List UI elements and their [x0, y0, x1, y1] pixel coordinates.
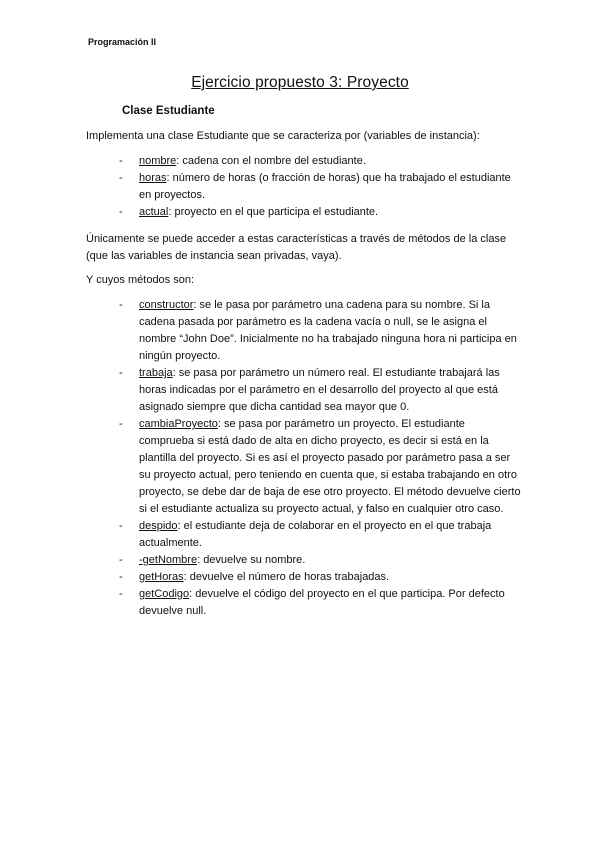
method-term: trabaja [139, 367, 173, 379]
list-item [0, 297, 600, 365]
method-desc: : devuelve el código del proyecto en el que participa. Por defecto devuelve null. [139, 588, 505, 617]
attribute-desc: : cadena con el nombre del estudiante. [176, 155, 366, 167]
list-bullet: - [119, 299, 123, 311]
list-item [0, 416, 600, 518]
list-item [0, 204, 600, 221]
list-bullet: - [119, 571, 123, 583]
list-item [0, 170, 600, 204]
method-desc: : devuelve su nombre. [197, 554, 306, 566]
list-item [0, 569, 600, 586]
section-subtitle: Clase Estudiante [122, 105, 215, 117]
method-term: -getNombre [139, 554, 198, 566]
method-term: despido [139, 520, 178, 532]
method-desc: : se pasa por parámetro un número real. El estudiante trabajará las horas indicadas por el parámetro en el desarrollo del proyecto al que está asignado siempre que dicha cantidad sea mayor que 0. [139, 367, 500, 413]
method-term: getCodigo [139, 588, 190, 600]
access-note-paragraph: Únicamente se puede acceder a estas características a través de métodos de la clase (que las variables de instancia sean privadas, vaya). [86, 233, 507, 262]
list-bullet: - [119, 206, 123, 218]
list-bullet: - [119, 172, 123, 184]
list-item [0, 518, 600, 552]
list-item [0, 365, 600, 416]
attribute-term: nombre [139, 155, 177, 167]
method-desc: : se pasa por parámetro un proyecto. El estudiante comprueba si está dado de alta en dicho proyecto, es decir si está en la plantilla del proyecto. Si es así el proyecto pasado por parámetro pasa a ser su proyecto actual, pero teniendo en cuenta que, si estaba trabajando en otro proyecto, se debe dar de baja de ese otro proyecto. El método devuelve cierto si el estudiante actualiza su proyecto actual, y falso en cualquier otro caso. [139, 418, 521, 515]
method-desc: : el estudiante deja de colaborar en el proyecto en el que trabaja actualmente. [139, 520, 492, 549]
attribute-term: horas [139, 172, 167, 184]
list-bullet: - [119, 554, 123, 566]
methods-list [0, 297, 600, 620]
attribute-term: actual [139, 206, 169, 218]
attributes-list [0, 153, 600, 221]
page-title: Ejercicio propuesto 3: Proyecto [191, 74, 409, 91]
method-term: constructor [139, 299, 194, 311]
method-desc: : devuelve el número de horas trabajadas. [183, 571, 390, 583]
intro-paragraph: Implementa una clase Estudiante que se caracteriza por (variables de instancia): [86, 130, 480, 142]
method-desc: : se le pasa por parámetro una cadena para su nombre. Si la cadena pasada por parámetro es la cadena vacía o null, se le asigna el nombre “John Doe”. Inicialmente no ha trabajado ninguna hora ni participa en ningún proyecto. [139, 299, 517, 362]
list-item [0, 552, 600, 569]
list-item [0, 586, 600, 620]
list-bullet: - [119, 588, 123, 600]
list-bullet: - [119, 367, 123, 379]
list-bullet: - [119, 155, 123, 167]
attribute-desc: : número de horas (o fracción de horas) que ha trabajado el estudiante en proyectos. [139, 172, 511, 201]
page-header: Programación II [88, 37, 157, 47]
attribute-desc: : proyecto en el que participa el estudiante. [168, 206, 379, 218]
methods-intro-paragraph: Y cuyos métodos son: [86, 274, 195, 286]
list-bullet: - [119, 418, 123, 430]
list-bullet: - [119, 520, 123, 532]
method-term: getHoras [139, 571, 184, 583]
method-term: cambiaProyecto [139, 418, 218, 430]
list-item [0, 153, 600, 170]
